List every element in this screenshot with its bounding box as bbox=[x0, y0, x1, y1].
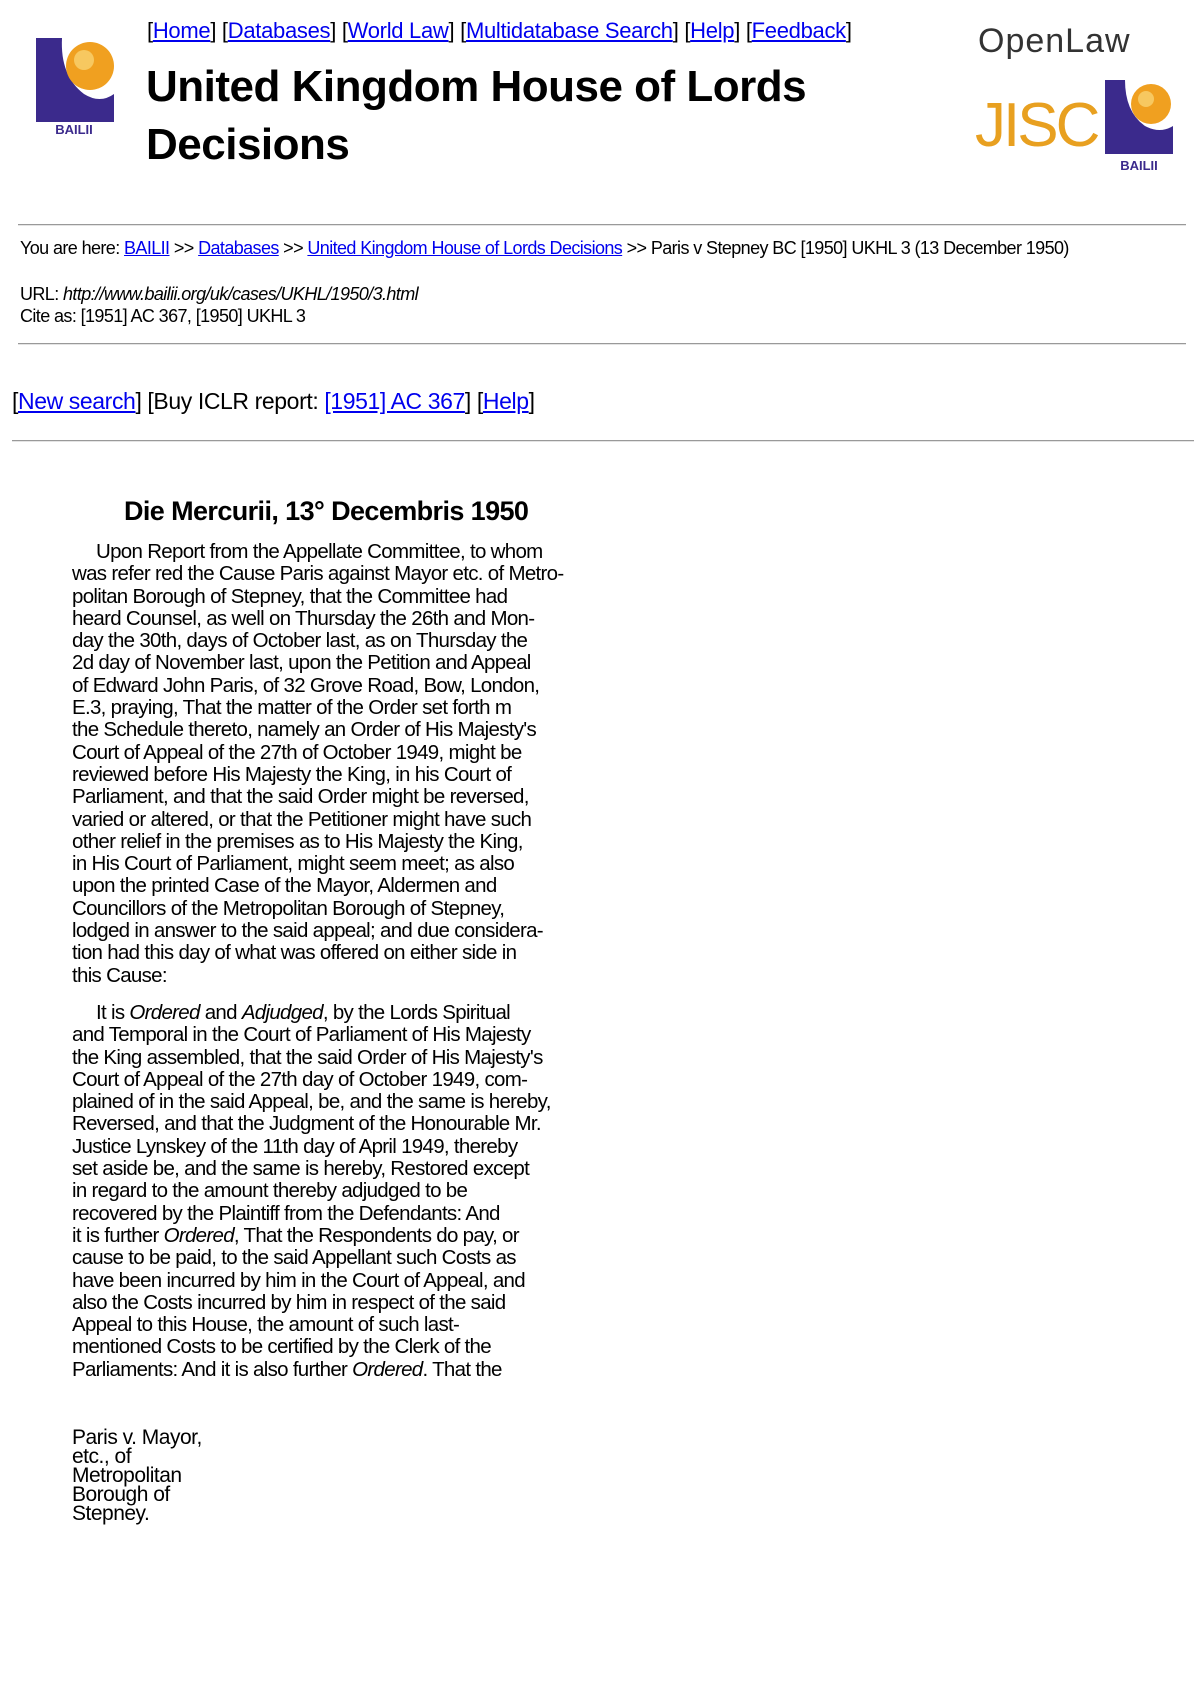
text-run: . That the bbox=[422, 1357, 502, 1381]
breadcrumb-databases-link[interactable]: Databases bbox=[198, 238, 279, 258]
text-run: Ordered bbox=[129, 1001, 200, 1024]
text-line: Parliament, and that the said Order might be reversed, bbox=[72, 785, 529, 809]
text-run: , by the Lords Spiritual bbox=[322, 1001, 511, 1024]
top-navigation: [Home] [Databases] [World Law] [Multidatabase Search] [Help] [Feedback] bbox=[147, 18, 852, 43]
document-heading: Die Mercurii, 13° Decembris 1950 bbox=[124, 496, 529, 526]
jisc-logo-text: JISC bbox=[975, 91, 1098, 160]
nav-databases-link[interactable]: Databases bbox=[227, 18, 331, 43]
breadcrumb-prefix: You are here: bbox=[20, 238, 125, 258]
help-link[interactable]: Help bbox=[482, 388, 529, 414]
divider bbox=[18, 224, 1186, 226]
jisc-logo[interactable] bbox=[975, 78, 1185, 178]
bailii-logo-text: BAILII bbox=[55, 122, 93, 137]
text-line: and Temporal in the Court of Parliament of His Majesty bbox=[72, 1023, 531, 1047]
buy-iclr-label: Buy ICLR report: bbox=[153, 388, 325, 414]
text-line: mentioned Costs to be certified by the Clerk of the bbox=[72, 1335, 491, 1359]
nav-help-link[interactable]: Help bbox=[690, 18, 735, 43]
nav-home-link[interactable]: Home bbox=[152, 18, 211, 43]
text-line: this Cause: bbox=[72, 963, 167, 987]
divider bbox=[18, 343, 1186, 345]
margin-note-line: Borough of bbox=[72, 1483, 170, 1506]
nav-world-law-link[interactable]: World Law bbox=[347, 18, 449, 43]
url-line bbox=[20, 283, 418, 305]
text-line bbox=[72, 1359, 551, 1381]
breadcrumb-separator: >> bbox=[622, 238, 651, 258]
text-line: day the 30th, days of October last, as on Thursday the bbox=[72, 629, 528, 653]
breadcrumb-ukhl-link[interactable]: United Kingdom House of Lords Decisions bbox=[307, 238, 623, 258]
text-line: in regard to the amount thereby adjudged to be bbox=[72, 1179, 468, 1203]
margin-note-line: Stepney. bbox=[72, 1502, 150, 1525]
url-value: http://www.bailii.org/uk/cases/UKHL/1950/3.html bbox=[63, 284, 418, 304]
text-line: of Edward John Paris, of 32 Grove Road, Bow, London, bbox=[72, 673, 540, 697]
text-run: Ordered bbox=[163, 1223, 234, 1247]
text-line: Upon Report from the Appellate Committee, to whom bbox=[96, 540, 543, 563]
jisc-bailii-text: BAILII bbox=[1120, 158, 1158, 173]
text-line: Councillors of the Metropolitan Borough of Stepney, bbox=[72, 896, 505, 920]
text-line: Court of Appeal of the 27th of October 1949, might be bbox=[72, 740, 522, 764]
bailii-logo[interactable] bbox=[28, 32, 118, 137]
iclr-report-link[interactable]: [1951] AC 367 bbox=[324, 388, 465, 414]
text-line: Appeal to this House, the amount of such last- bbox=[72, 1313, 460, 1337]
text-run: It is bbox=[96, 1001, 130, 1024]
margin-note bbox=[72, 1428, 202, 1523]
text-run: , That the Respondents do pay, or bbox=[233, 1223, 519, 1247]
text-line: set aside be, and the same is hereby, Restored except bbox=[72, 1157, 530, 1181]
cite-line bbox=[20, 305, 305, 327]
margin-note-line: Metropolitan bbox=[72, 1464, 182, 1487]
text-line: Court of Appeal of the 27th day of October 1949, com- bbox=[72, 1067, 528, 1091]
text-line: 2d day of November last, upon the Petition and Appeal bbox=[72, 651, 531, 675]
breadcrumb-current: Paris v Stepney BC [1950] UKHL 3 (13 December 1950) bbox=[650, 238, 1069, 258]
nav-feedback-link[interactable]: Feedback bbox=[751, 18, 846, 43]
text-line: other relief in the premises as to His Majesty the King, bbox=[72, 829, 523, 853]
text-line: cause to be paid, to the said Appellant such Costs as bbox=[72, 1246, 516, 1270]
text-line: the Schedule thereto, namely an Order of His Majesty's bbox=[72, 718, 537, 742]
breadcrumb-separator: >> bbox=[169, 238, 199, 258]
page-title: United Kingdom House of Lords Decisions bbox=[146, 62, 807, 169]
text-line: plained of in the said Appeal, be, and the same is hereby, bbox=[72, 1090, 551, 1114]
breadcrumb bbox=[20, 238, 1180, 259]
text-line: Reversed, and that the Judgment of the Honourable Mr. bbox=[72, 1112, 541, 1136]
new-search-link[interactable]: New search bbox=[18, 388, 136, 414]
text-line: politan Borough of Stepney, that the Committee had bbox=[72, 584, 508, 608]
order-paragraph-1 bbox=[72, 541, 563, 987]
order-paragraph-2 bbox=[72, 1002, 551, 1381]
text-line: upon the printed Case of the Mayor, Aldermen and bbox=[72, 874, 497, 898]
text-line: recovered by the Plaintiff from the Defendants: And bbox=[72, 1201, 500, 1225]
margin-note-line: Paris v. Mayor, bbox=[72, 1426, 202, 1449]
text-run: Ordered bbox=[352, 1357, 423, 1381]
divider bbox=[12, 440, 1194, 442]
cite-value: [1951] AC 367, [1950] UKHL 3 bbox=[80, 306, 306, 326]
text-line bbox=[72, 1002, 551, 1024]
nav-multidatabase-search-link[interactable]: Multidatabase Search bbox=[465, 18, 673, 43]
text-run: Parliaments: And it is also further bbox=[72, 1357, 353, 1381]
text-line: E.3, praying, That the matter of the Order set forth m bbox=[72, 696, 512, 720]
text-line: lodged in answer to the said appeal; and due considera- bbox=[72, 919, 543, 943]
text-line: was refer red the Cause Paris against Mayor etc. of Metro- bbox=[72, 562, 564, 586]
text-line: Justice Lynskey of the 11th day of April 1949, thereby bbox=[72, 1134, 518, 1158]
cite-label: Cite as: bbox=[20, 306, 81, 326]
text-line: the King assembled, that the said Order of His Majesty's bbox=[72, 1045, 543, 1069]
text-line: varied or altered, or that the Petitioner might have such bbox=[72, 807, 532, 831]
text-line: in His Court of Parliament, might seem meet; as also bbox=[72, 852, 515, 876]
action-bar: [New search] [Buy ICLR report: [1951] AC 367] [Help] bbox=[12, 388, 535, 414]
text-line: have been incurred by him in the Court of Appeal, and bbox=[72, 1268, 525, 1292]
text-line: tion had this day of what was offered on either side in bbox=[72, 941, 517, 965]
breadcrumb-bailii-link[interactable]: BAILII bbox=[124, 238, 170, 258]
text-run: it is further bbox=[72, 1223, 164, 1247]
margin-note-line: etc., of bbox=[72, 1445, 132, 1468]
text-run: and bbox=[199, 1001, 242, 1024]
breadcrumb-separator: >> bbox=[278, 238, 308, 258]
text-line bbox=[72, 1225, 551, 1247]
text-line: heard Counsel, as well on Thursday the 26th and Mon- bbox=[72, 606, 535, 630]
text-run: Adjudged bbox=[241, 1001, 323, 1024]
openlaw-logo-text: OpenLaw bbox=[978, 22, 1131, 60]
text-line: also the Costs incurred by him in respect of the said bbox=[72, 1290, 506, 1314]
url-label: URL: bbox=[20, 284, 64, 304]
text-line: reviewed before His Majesty the King, in his Court of bbox=[72, 762, 512, 786]
